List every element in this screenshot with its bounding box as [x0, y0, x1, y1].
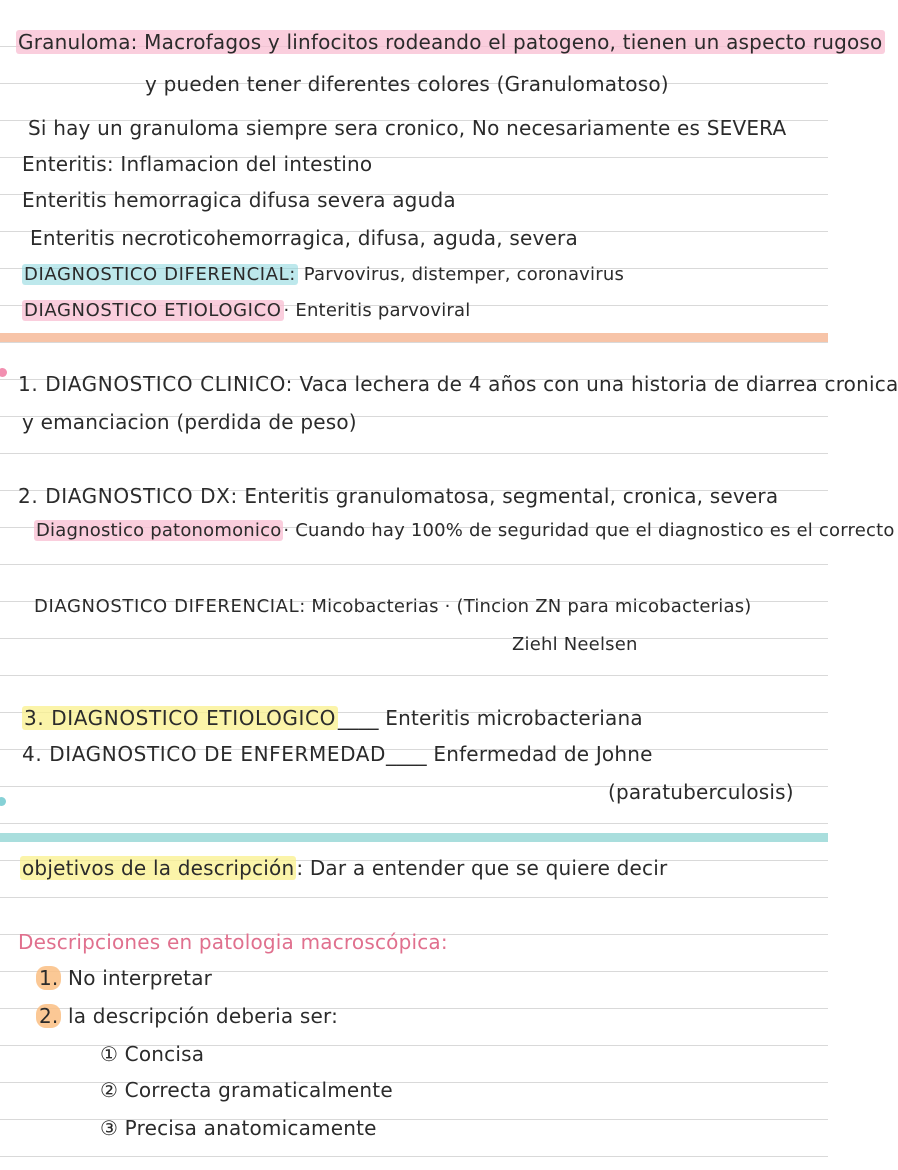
clinical-dx-text-cont: y emanciacion (perdida de peso) [22, 410, 357, 434]
list-item [100, 1042, 204, 1066]
etiologic-dx-text-2: ____ Enteritis microbacteriana [337, 706, 643, 730]
etiologic-dx-text: · Enteritis parvoviral [283, 300, 471, 321]
list-item [36, 1004, 338, 1028]
disease-dx-label: 4. DIAGNOSTICO DE ENFERMEDAD [22, 742, 386, 766]
paratuberculosis-note: (paratuberculosis) [608, 780, 794, 804]
note-line [18, 484, 778, 508]
note-line [20, 856, 667, 880]
note-line [145, 72, 669, 96]
sub-item-3: ③ Precisa anatomicamente [100, 1116, 377, 1140]
note-line [608, 780, 794, 804]
note-line [22, 152, 372, 176]
note-line [28, 116, 786, 140]
ziehl-neelsen-note: Ziehl Neelsen [512, 634, 638, 655]
item-1-number: 1. [36, 966, 61, 990]
note-line [16, 30, 885, 54]
clinical-dx-label: 1. DIAGNOSTICO CLINICO: [18, 372, 293, 396]
note-line [22, 410, 357, 434]
note-line [512, 634, 638, 655]
list-item [100, 1116, 377, 1140]
granuloma-chronic-note: Si hay un granuloma siempre sera cronico, No necesariamente es SEVERA [28, 116, 787, 140]
note-line [18, 372, 898, 396]
note-line [18, 930, 448, 954]
granuloma-definition: Granuloma: Macrofagos y linfocitos rodeando el patogeno, tienen un aspecto rugoso [18, 30, 883, 54]
differential-dx-label: DIAGNOSTICO DIFERENCIAL: [24, 264, 296, 285]
differential-dx-text: Parvovirus, distemper, coronavirus [297, 264, 625, 285]
pathognomonic-text: · Cuando hay 100% de seguridad que el diagnostico es el correcto [283, 520, 895, 541]
disease-dx-text: ____ Enfermedad de Johne [386, 742, 653, 766]
note-line [22, 264, 624, 285]
granuloma-definition-cont: y pueden tener diferentes colores (Granulomatoso) [145, 72, 669, 96]
differential-dx-text-2: : Micobacterias · (Tincion ZN para micobacterias) [299, 596, 752, 617]
note-line [34, 596, 752, 617]
note-line [30, 226, 578, 250]
list-item [100, 1078, 393, 1102]
differential-dx-label-2: DIAGNOSTICO DIFERENCIAL [34, 596, 300, 617]
note-line [22, 188, 456, 212]
enteritis-definition: Enteritis: Inflamacion del intestino [22, 152, 373, 176]
item-2-text: la descripción deberia ser: [61, 1004, 339, 1028]
enteritis-example-2: Enteritis necroticohemorragica, difusa, aguda, severa [30, 226, 578, 250]
section-divider [0, 333, 828, 342]
etiologic-dx-label-2: 3. DIAGNOSTICO ETIOLOGICO [24, 706, 336, 730]
note-line [22, 742, 653, 766]
clinical-dx-text: Vaca lechera de 4 años con una historia de diarrea cronica [292, 372, 898, 396]
enteritis-example-1: Enteritis hemorragica difusa severa aguda [22, 188, 456, 212]
note-line [22, 300, 470, 321]
dx-text: Enteritis granulomatosa, segmental, cronica, severa [237, 484, 779, 508]
note-line [34, 520, 895, 541]
objectives-label: objetivos de la descripción [22, 856, 295, 880]
sub-item-1: ① Concisa [100, 1042, 205, 1066]
pathognomonic-label: Diagnostico patonomonico [36, 520, 282, 541]
margin-dot [0, 797, 6, 806]
descriptions-title: Descripciones en patologia macroscópica: [18, 930, 448, 954]
item-1-text: No interpretar [61, 966, 213, 990]
section-divider [0, 833, 828, 842]
note-line [22, 706, 643, 730]
sub-item-2: ② Correcta gramaticalmente [100, 1078, 393, 1102]
etiologic-dx-label: DIAGNOSTICO ETIOLOGICO [24, 300, 282, 321]
dx-label: 2. DIAGNOSTICO DX: [18, 484, 238, 508]
list-item [36, 966, 212, 990]
item-2-number: 2. [36, 1004, 61, 1028]
objectives-text: : Dar a entender que se quiere decir [296, 856, 668, 880]
margin-dot [0, 368, 7, 377]
